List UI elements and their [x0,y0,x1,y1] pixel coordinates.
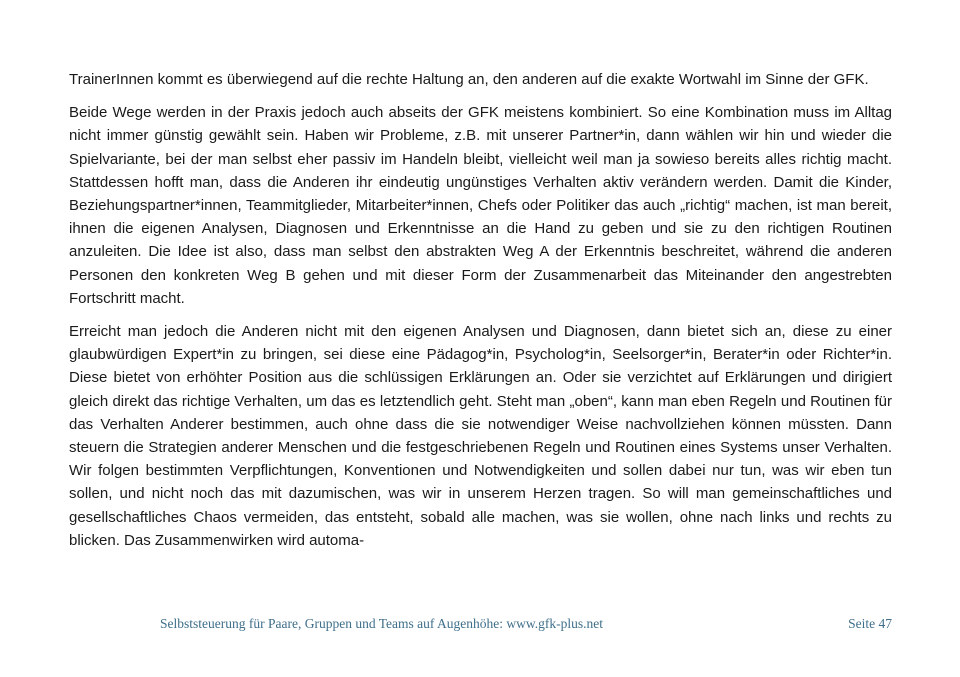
paragraph-2: Beide Wege werden in der Praxis jedoch auch abseits der GFK meistens kombiniert. So eine Kombination muss im Alltag nicht immer günstig gewählt sein. Haben wir Probleme, z.B. mit unserer Partner*in, dann wählen wir hin und wieder die Spielvariante, bei der man selbst eher passiv im Handeln bleibt, vielleicht weil man ja sowieso bereits alles richtig macht. Stattdessen hofft man, dass die Anderen ihr eindeutig ungünstiges Verhalten aktiv verändern werden. Damit die Kinder, Beziehungspartner*innen, Teammitglieder, Mitarbeiter*innen, Chefs oder Politiker das auch „richtig“ machen, ist man bereit, ihnen die eigenen Analysen, Diagnosen und Erkenntnisse an die Hand zu geben und sie zu den richtigen Routinen anzuleiten. Die Idee ist also, dass man selbst den abstrakten Weg A der Erkenntnis beschreitet, während die anderen Personen den konkreten Weg B gehen und mit dieser Form der Zusammenarbeit das Miteinander den angestrebten Fortschritt macht. [69,104,892,307]
paragraph-3: Erreicht man jedoch die Anderen nicht mit den eigenen Analysen und Diagnosen, dann bietet sich an, diese zu einer glaubwürdigen Expert*in zu bringen, sei diese eine Pädagog*in, Psycholog*in, Seelsorger*in, Berater*in oder Richter*in. Diese bietet von erhöhter Position aus die schlüssigen Erklärungen an. Oder sie verzichtet auf Erklärungen und dirigiert gleich direkt das richtige Verhalten, um das es letztendlich geht. Steht man „oben“, kann man eben Regeln und Routinen für das Verhalten Anderer bestimmen, auch ohne dass die sie notwendiger Weise nachvollziehen können müssten. Dann steuern die Strategien anderer Menschen und die festgeschriebenen Regeln und Routinen eines Systems unser Verhalten. Wir folgen bestimmten Verpflichtungen, Konventionen und Notwendigkeiten und sollen dabei nur tun, was wir eben tun sollen, und nicht noch das mit dazumischen, was wir in unserem Herzen tragen. So will man gemeinschaftliches und gesellschaftliches Chaos vermeiden, das entsteht, sobald alle machen, was sie wollen, ohne nach links und rechts zu blicken. Das Zusammenwirken wird automa- [69,323,892,549]
body-text [69,68,892,562]
page-number: Seite 47 [848,616,892,631]
footer-title: Selbststeuerung für Paare, Gruppen und Teams auf Augenhöhe: www.gfk-plus.net [160,616,603,631]
paragraph-1: TrainerInnen kommt es überwiegend auf die rechte Haltung an, den anderen auf die exakte Wortwahl im Sinne der GFK. [69,71,869,88]
